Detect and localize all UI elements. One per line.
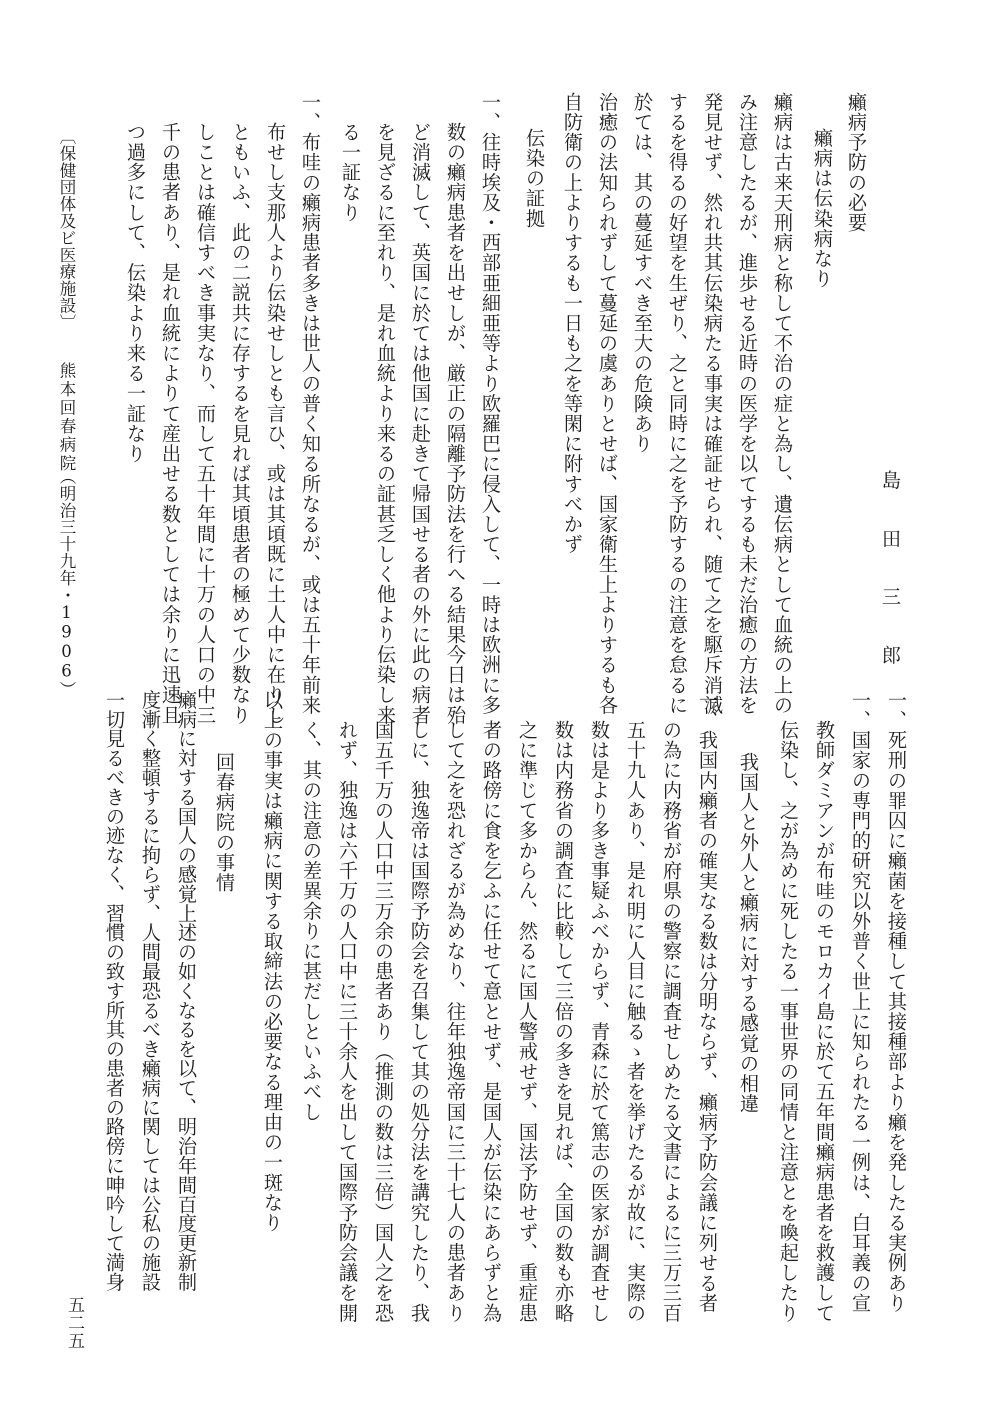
paragraph-line: 数は是より多き事疑ふべからず、青森に於て篤志の医家が調査せし (588, 720, 611, 1323)
paragraph-line: み注意したるが、進歩せる近時の医学を以てするも未だ治癒の方法を (736, 92, 759, 716)
paragraph-line: 癩病は古来天刑病と称して不治の症と為し、遺伝病として血統の上の (771, 92, 794, 716)
subheading: 回春病院の事情 (213, 752, 236, 893)
paragraph-line: を見ざるに至れり、是れ血統より来るの証甚乏しく他より伝染し来 (374, 122, 397, 725)
paragraph-line: 以上の事実は癩病に関する取締法の必要なる理由の一斑なり (261, 690, 284, 1233)
paragraph-line: 国五千万の人口中三万余の患者あり（推測の数は三倍）国人之を恐 (372, 720, 395, 1323)
author-name: 島 田 三 郎 (879, 470, 902, 675)
page-number: 五二五 (64, 1296, 84, 1350)
paragraph-line: して之を恐れざるが為めなり、往年独逸帝国に三十七人の患者あり (444, 720, 467, 1323)
subheading: 癩病は伝染病なり (811, 128, 834, 289)
paragraph-line: れず、独逸は六千万の人口中に三十余人を出して国際予防会議を開 (336, 720, 359, 1323)
paragraph-line: 一、往時埃及・西部亜細亜等より欧羅巴に侵入して、一時は欧洲に多 (479, 92, 502, 716)
paragraph-line: 数の癩病患者を出せしが、厳正の隔離予防法を行へる結果今日は殆 (444, 122, 467, 725)
paragraph-line: 五十九人あり、是れ明に人目に触るゝ者を挙げたるが故に、実際の (624, 720, 647, 1323)
paragraph-line: 於ては、其の蔓延すべき至大の危険あり (631, 92, 654, 454)
subheading: 我国人と外人と癩病に対する感覚の相違 (737, 752, 760, 1114)
paragraph-line: 癩病に対する国人の感覚上述の如くなるを以て、明治年間百度更新制 (175, 690, 198, 1292)
paragraph-line: つ過多にして、伝染より来る一証なり (124, 122, 147, 464)
paragraph-line: 発見せず、然れ共其伝染病たる事実は確証せられ、随て之を駆斥消滅 (701, 92, 724, 716)
paragraph-line: 伝染し、之が為めに死したる一事世界の同情と注意とを喚起したり (777, 720, 800, 1323)
paragraph-line: 一、布哇の癩病患者多きは世人の普く知る所なるが、或は五十年前来 (299, 92, 322, 716)
paragraph-line: 教師ダミアンが布哇のモロカイ島に於て五年間癩病患者を救護して (813, 720, 836, 1323)
paragraph-line: 自防衛の上よりするも一日も之を等閑に附すべかず (561, 92, 584, 555)
paragraph-line: 一、国家の専門的研究以外普く世上に知られたる一例は、白耳義の宣 (849, 690, 872, 1314)
subheading: 伝染の証拠 (523, 128, 546, 229)
paragraph-line: 治癒の法知られずして蔓延の虞ありとせば、国家衛生上よりするも各 (596, 92, 619, 716)
paragraph-line: 之に準じて多からん、然るに国人警戒せず、国法予防せず、重症患 (516, 720, 539, 1323)
paragraph-line: の為に内務省が府県の警察に調査せしめたる文書によるに三万三百 (660, 720, 683, 1323)
paragraph-line: 度漸く整頓するに拘らず、人間最恐るべき癩病に関しては公私の施設 (139, 690, 162, 1292)
footer-date: （明治三十九年・1906） (57, 468, 76, 698)
paragraph-line: しに、独逸帝は国際予防会を召集して其の処分法を講究したり、我 (408, 720, 431, 1323)
paragraph-line: ともいふ、此の二説共に存するを見れば其頃患者の極めて少数なり (229, 122, 252, 725)
paragraph-line: ど消滅して、英国に於ては他国に赴きて帰国せる者の外に此の病者 (409, 122, 432, 725)
footer-institution: 熊本回春病院 (57, 362, 76, 473)
paragraph-line: 一、死刑の罪囚に癩菌を接種して其接種部より癩を発したる実例あり (885, 690, 908, 1314)
paragraph-line: る一証なり (339, 122, 362, 223)
paragraph-line: 一、我国内癩者の確実なる数は分明ならず、癩病予防会議に列せる者 (696, 690, 719, 1314)
section-title: 癩病予防の必要 (845, 92, 868, 233)
paragraph-line: するを得るの好望を生ぜり、之と同時に之を予防するの注意を怠るに (666, 92, 689, 716)
footer-source: 〔保健団体及ビ医療施設〕 (57, 128, 76, 331)
paragraph-line: しことは確信すべき事実なり、而して五十年間に十万の人口の中三 (194, 122, 217, 725)
paragraph-line: 数は内務省の調査に比較して三倍の多きを見れば、全国の数も亦略 (552, 720, 575, 1323)
paragraph-line: く、其の注意の差異余りに甚だしといふべし (300, 720, 323, 1122)
paragraph-line: 千の患者あり、是れ血統によりて産出せる数としては余りに迅速且 (159, 122, 182, 725)
paragraph-line: 者の路傍に食を乞ふに任せて意とせず、是国人が伝染にあらずと為 (480, 720, 503, 1323)
paragraph-line: 一切見るべきの迹なく、習慣の致す所其の患者の路傍に呻吟して満身 (103, 690, 126, 1292)
paragraph-line: 布せし支那人より伝染せしとも言ひ、或は其頃既に土人中に在りし (264, 122, 287, 725)
